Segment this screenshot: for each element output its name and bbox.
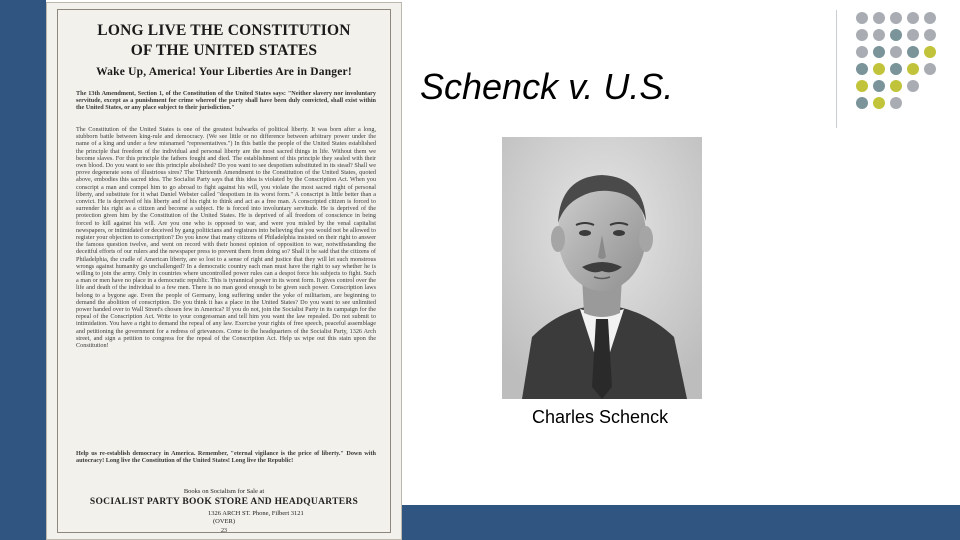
dot — [907, 46, 919, 58]
dot — [856, 29, 868, 41]
dot — [924, 46, 936, 58]
dot — [873, 46, 885, 58]
portrait-illustration — [502, 137, 702, 399]
charles-schenck-portrait — [502, 137, 702, 399]
dot — [856, 46, 868, 58]
leaflet-amendment-quote: The 13th Amendment, Section 1, of the Constitution of the United States says: "Neither slavery nor involuntary servitude, except as a punishment for crime whereof the party shall have been duly convicted, shall exist within the United States, or any place subject to their jurisdiction." — [76, 90, 376, 112]
dot — [907, 29, 919, 41]
leaflet-footer-over: (OVER) — [212, 518, 236, 525]
dot — [924, 12, 936, 24]
leaflet-closing-text: Help us re-establish democracy in America. Remember, "eternal vigilance is the price of liberty." Down with autocracy! Long live the Constitution of the United States! Long live the Republic! — [76, 450, 376, 465]
leaflet-heading-line1: LONG LIVE THE CONSTITUTION — [97, 22, 351, 39]
dot — [890, 97, 902, 109]
dot — [873, 97, 885, 109]
dot — [873, 63, 885, 75]
dot — [856, 97, 868, 109]
dot — [890, 46, 902, 58]
leaflet-footer-books: Books on Socialism for Sale at — [183, 488, 265, 495]
dot — [873, 80, 885, 92]
leaflet-footer-address: 1326 ARCH ST. Phone, Filbert 3121 — [208, 510, 304, 517]
leaflet-border — [57, 9, 391, 533]
dot — [924, 29, 936, 41]
dot — [856, 12, 868, 24]
dot — [907, 80, 919, 92]
leaflet-subheading: Wake Up, America! Your Liberties Are in Danger! — [96, 66, 352, 78]
dot — [907, 12, 919, 24]
leaflet-footer-page-number: 23 — [221, 528, 227, 534]
portrait-caption: Charles Schenck — [532, 407, 669, 427]
title-divider-line — [836, 10, 837, 128]
dot — [890, 12, 902, 24]
left-accent-band — [0, 0, 46, 540]
leaflet-heading-line2: OF THE UNITED STATES — [130, 42, 318, 59]
dot — [856, 63, 868, 75]
dot — [890, 80, 902, 92]
dot — [890, 63, 902, 75]
slide-title: Schenck v. U.S. — [420, 66, 674, 107]
leaflet-body-text: The Constitution of the United States is one of the greatest bulwarks of political liberty. It was born after a long, stubborn battle between king-rule and democracy. (We see little or no difference between arbitrary power under the name of a king and under a few misnamed "representatives.") In this battle the people of the United States established the principle that freedom of the individual and personal liberty are the most sacred things in life. Without them we become slaves. For this principle the fathers fought and died. The establishment of this principle they sealed with their own blood. Do you want to see this principle abolished? Do you want to see despotism substituted in its stead? Shall we prove degenerate sons of illustrious sires? The Thirteenth Amendment to the Constitution of the United States, quoted above, embodies this sacred idea. The Socialist Party says that this idea is violated by the Conscription Act. When you conscript a man and compel him to go abroad to fight against his will, you violate the most sacred right of personal liberty, and substitute for it what Daniel Webster called "despotism in its worst form." A conscript is little better than a convict. He is deprived of his liberty and of his right to think and act as a free man. A conscripted citizen is forced to surrender his right as a citizen and become a subject. He is forced into involuntary servitude. He is deprived of the protection given him by the Constitution of the United States. He is deprived of all freedom of conscience in being forced to kill against his will. Are you one who is opposed to war, and were you misled by the venal capitalist newspapers, or intimidated or deceived by gang politicians and registrars into believing that you would not be allowed to register your objection to conscription? Do you know that many citizens of Philadelphia insisted on their right to answer the famous question twelve, and went on record with their honest opinion of opposition to war, notwithstanding the deceitful efforts of our rulers and the newspaper press to prevent them from doing so? Shall it be said that the citizens of Philadelphia, the cradle of American liberty, are so lost to a sense of right and justice that they will let such monstrous wrongs against humanity go unchallenged? In a democratic country each man must have the right to say whether he is willing to join the army. Only in countries where uncontrolled power rules can a despot force his subjects to fight. Such a man or men have no place in a democratic republic. This is tyrannical power in its worst form. It gives control over the life and death of the individual to a few men. There is no man good enough to be given such power. Conscription laws belong to a bygone age. Even the people of Germany, long suffering under the yoke of militarism, are beginning to demand the abolition of conscription. Do you think it has a place in the United States? Do you want to see unlimited power handed over to Wall Street's chosen few in America? If you do not, join the Socialist Party in its campaign for the repeal of the Conscription Act. Write to your congressman and tell him you want the law repealed. Do not submit to intimidation. You have a right to demand the repeal of any law. Exercise your rights of free speech, peaceful assemblage and petitioning the government for a redress of grievances. Come to the headquarters of the Socialist Party, 1326 Arch street, and sign a petition to congress for the repeal of the Conscription Act. Help us wipe out this stain upon the Constitution! — [76, 126, 376, 350]
leaflet-footer-bookstore: SOCIALIST PARTY BOOK STORE AND HEADQUARTERS — [89, 497, 359, 507]
dot — [873, 12, 885, 24]
dot — [907, 63, 919, 75]
dot — [873, 29, 885, 41]
dot — [890, 29, 902, 41]
socialist-leaflet-image — [46, 2, 402, 540]
dot — [856, 80, 868, 92]
dot — [924, 63, 936, 75]
decorative-dot-grid — [852, 10, 960, 110]
